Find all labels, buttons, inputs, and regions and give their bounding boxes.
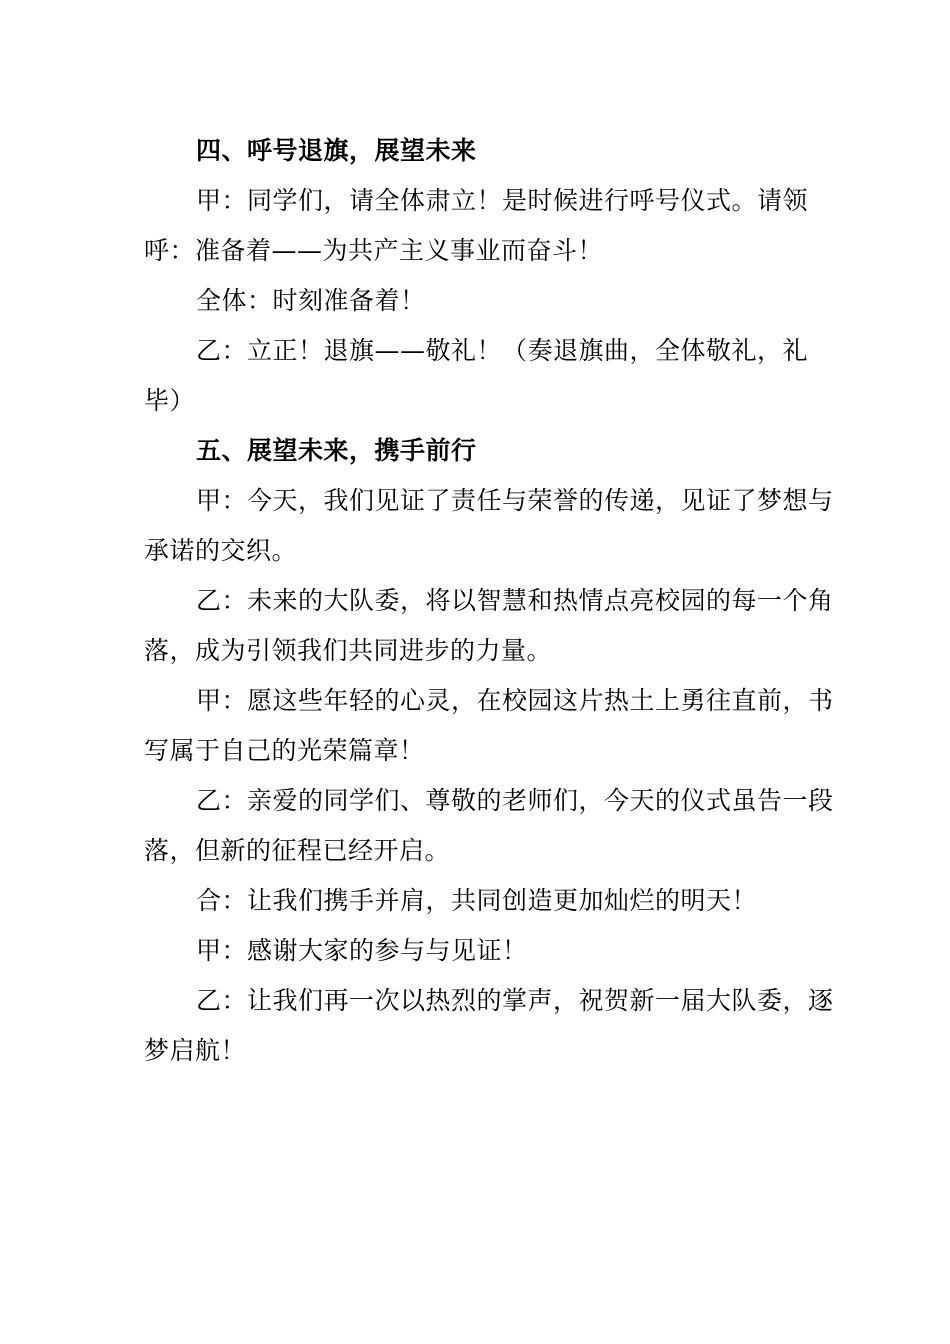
paragraph: 甲：愿这些年轻的心灵，在校园这片热土上勇往直前，书写属于自己的光荣篇章！ — [144, 686, 834, 765]
paragraph: 乙：立正！退旗——敬礼！（奏退旗曲，全体敬礼，礼毕） — [144, 336, 809, 415]
section-heading-5: 五、展望未来，携手前行 — [196, 436, 477, 465]
paragraph: 甲：今天，我们见证了责任与荣誉的传递，见证了梦想与承诺的交织。 — [144, 486, 834, 565]
paragraph: 甲：同学们，请全体肃立！是时候进行呼号仪式。请领呼：准备着——为共产主义事业而奋斗！ — [144, 186, 809, 265]
paragraph: 乙：亲爱的同学们、尊敬的老师们，今天的仪式虽告一段落，但新的征程已经开启。 — [144, 786, 834, 865]
paragraph: 合：让我们携手并肩，共同创造更加灿烂的明天！ — [196, 886, 758, 915]
paragraph: 全体：时刻准备着！ — [196, 286, 426, 315]
document-body — [144, 126, 834, 1076]
paragraph: 乙：让我们再一次以热烈的掌声，祝贺新一届大队委，逐梦启航！ — [144, 986, 834, 1065]
paragraph: 甲：感谢大家的参与与见证！ — [196, 936, 528, 965]
paragraph: 乙：未来的大队委，将以智慧和热情点亮校园的每一个角落，成为引领我们共同进步的力量。 — [144, 586, 834, 665]
section-heading-4: 四、呼号退旗，展望未来 — [196, 136, 477, 165]
